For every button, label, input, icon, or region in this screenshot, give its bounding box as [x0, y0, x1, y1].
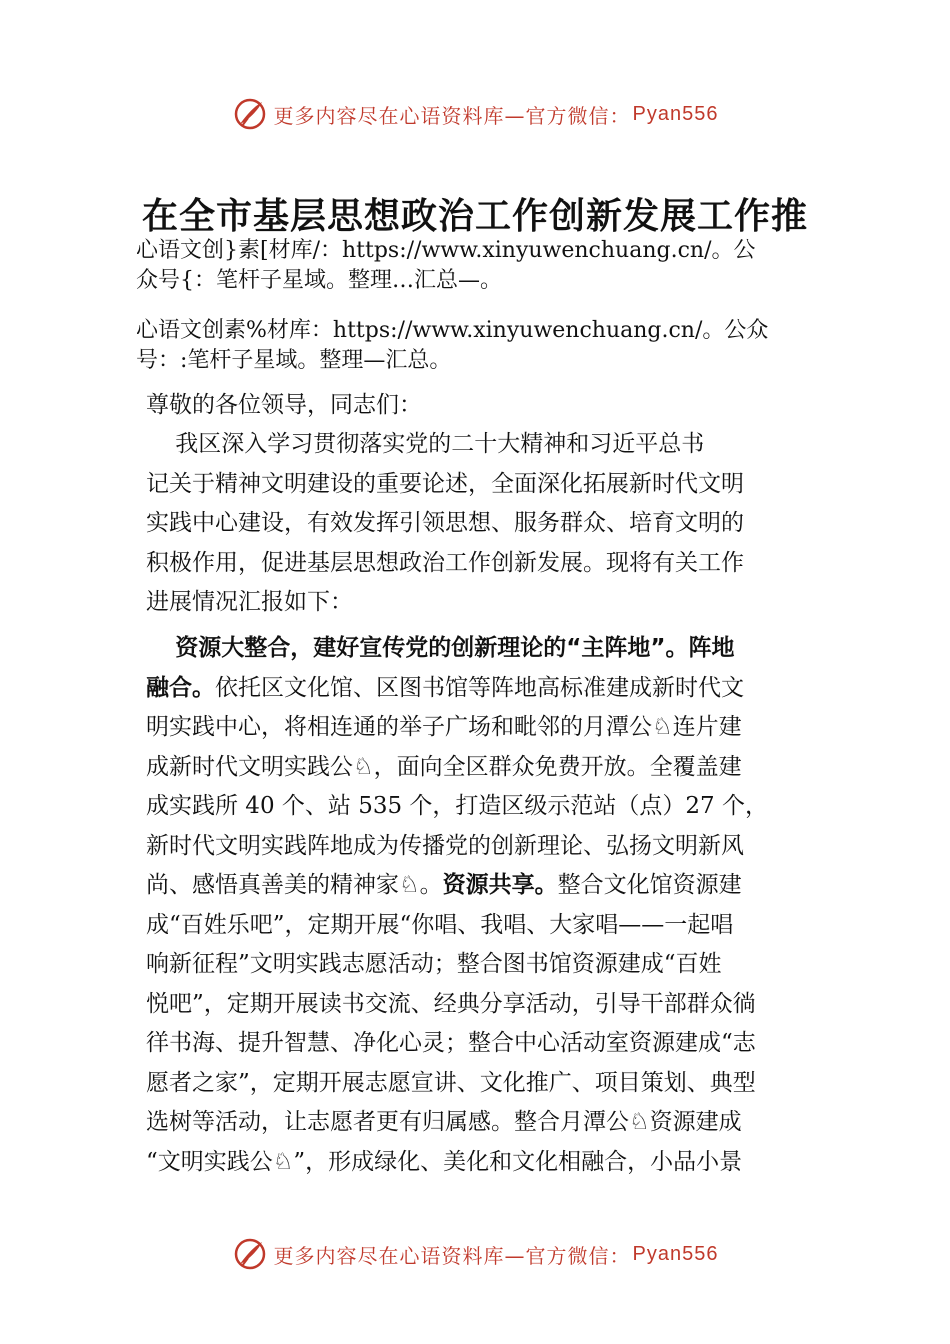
section-body-2: 整合文化馆资源建 成“百姓乐吧”，定期开展“你唱、我唱、大家唱——一起唱 响新征程”文明实践志愿活动；整合图书馆资源建成“百姓 悦吧”，定期开展读书交流、经典分享活动，引导干部群众徜 徉书海、提升智慧、净化心灵；整合中心活动室资源建成“志 愿者之家”，定期开展志愿宣讲、文化推广、项目策划、典型 选树等活动，让志愿者更有归属感。整合月潭公♘资源建成 “文明实践公♘”，形成绿化、美化和文化相融合，小品小景 — [146, 872, 756, 1175]
section-paragraph — [146, 629, 816, 1182]
banner-account: Pyan556 — [632, 1242, 719, 1265]
section-body-1: 依托区文化馆、区图书馆等阵地高标准建成新时代文 明实践中心，将相连通的举子广场和毗邻的月潭公♘连片建 成新时代文明实践公♘，面向全区群众免费开放。全覆盖建 成实践所 40 个、站 535 个，打造区级示范站（点）27 个， 新时代文明实践阵地成为传播党的创新理论、弘扬文明新风 尚、感悟真善美的精神家♘。 — [146, 674, 768, 898]
quill-circle-logo-icon — [232, 1236, 268, 1272]
document-title: 在全市基层思想政治工作创新发展工作推 — [141, 195, 808, 237]
banner-text: 更多内容尽在心语资料库—官方微信： — [273, 103, 631, 128]
greeting: 尊敬的各位领导，同志们： — [146, 392, 422, 418]
banner-account: Pyan556 — [632, 102, 719, 125]
section-subheading: 资源共享。 — [442, 872, 558, 898]
footer-banner — [0, 1232, 950, 1276]
header-banner — [0, 92, 950, 136]
section-heading: 资源大整合，建好宣传党的创新理论的“主阵地”。阵地 融合。 — [146, 635, 735, 701]
source-line-2: 心语文创素%材库：https://www.xinyuwenchuang.cn/。公众 号：:笔杆子星域。整理—汇总。 — [136, 318, 769, 373]
quill-circle-logo-icon — [232, 96, 268, 132]
banner-text: 更多内容尽在心语资料库—官方微信： — [273, 1243, 631, 1268]
source-line-1: 心语文创}素[材库/：https://www.xinyuwenchuang.cn/。公 众号{：笔杆子星域。整理…汇总—。 — [136, 238, 756, 293]
intro-paragraph: 我区深入学习贯彻落实党的二十大精神和习近平总书 记关于精神文明建设的重要论述，全面深化拓展新时代文明 实践中心建设，有效发挥引领思想、服务群众、培育文明的 积极作用，促进基层思想政治工作创新发展。现将有关工作 进展情况汇报如下： — [146, 431, 744, 615]
